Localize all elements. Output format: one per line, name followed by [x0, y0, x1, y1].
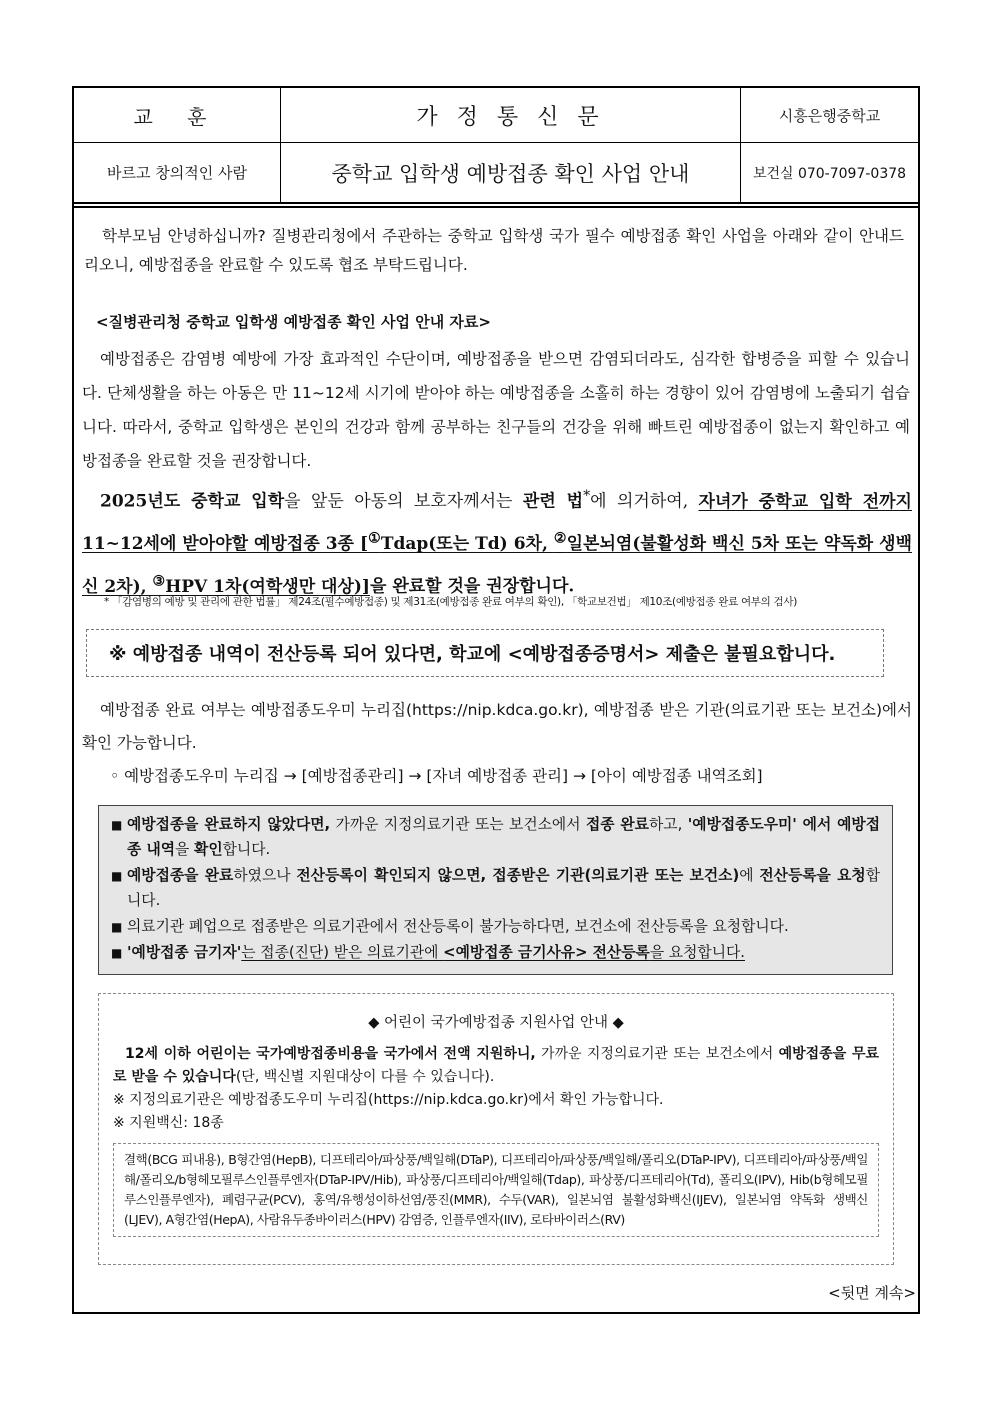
- support-paragraph: 12세 이하 어린이는 국가예방접종비용을 국가에서 전액 지원하니, 가까운 지정의료기관 또는 보건소에서 예방접종을 무료로 받을 수 있습니다(단, 백신별 지원대상이 다를 수 있습니다).: [113, 1046, 879, 1085]
- guide-item-closed-clinic: ■ 의료기관 폐업으로 접종받은 의료기관에서 전산등록이 불가능하다면, 보건소에 전산등록을 요청합니다.: [111, 915, 880, 940]
- support-title: ◆ 어린이 국가예방접종 지원사업 안내 ◆: [368, 1015, 624, 1031]
- frame-divider: [72, 206, 920, 208]
- lead-text-1: 을 앞둔 아동의 보호자께서는: [284, 491, 523, 512]
- notice-subject: 중학교 입학생 예방접종 확인 사업 안내: [331, 161, 690, 186]
- support-note-clinic: ※ 지정의료기관은 예방접종도우미 누리집(https://nip.kdca.go.kr)에서 확인 가능합니다.: [113, 1092, 664, 1108]
- motto-label: 교 훈: [133, 104, 221, 129]
- lead-paragraph: [82, 478, 912, 606]
- lead-closing: 을 완료할 것을 권장합니다.: [369, 576, 575, 597]
- lead-text-2: 에 의거하여,: [590, 491, 699, 512]
- section-title: <질병관리청 중학교 입학생 예방접종 확인 사업 안내 자료>: [96, 313, 491, 331]
- vaccine-list: 결핵(BCG 피내용), B형간염(HepB), 디프테리아/파상풍/백일해(DTaP), 디프테리아/파상풍/백일해/폴리오(DTaP-IPV), 디프테리아/파상풍/백일해/폴리오/b형헤모필루스인플루엔자(DTaP-IPV/Hib), 파상풍/디프테리아/백일해(Tdap), 파상풍/디프테리아(Td), 폴리오(IPV), Hib(b형헤모필루스인플루엔자), 폐렴구균(PCV), 홍역/유행성이하선염/풍진(MMR), 수두(VAR), 일본뇌염 불활성화백신(IJEV), 일본뇌염 약독화 생백신(LJEV), A형간염(HepA), 사람유두종바이러스(HPV) 감염증, 인플루엔자(IIV), 로타바이러스(RV): [113, 1143, 879, 1237]
- guide-item-incomplete: ■ 예방접종을 완료하지 않았다면, 가까운 지정의료기관 또는 보건소에서 접종 완료하고, '예방접종도우미' 에서 예방접종 내역을 확인합니다.: [111, 813, 880, 862]
- lead-required-vaccines: 자녀가 중학교 입학 전까지 11~12세에 받아야할 예방접종 3종 [①Tdap(또는 Td) 6차, ②일본뇌염(불활성화 백신 5차 또는 약독화 생백신 2차), ③HPV 1차(여학생만 대상)]: [82, 491, 912, 597]
- support-note-count: ※ 지원백신: 18종: [113, 1115, 224, 1131]
- lead-year: 2025년도 중학교 입학: [100, 491, 285, 512]
- guide-item-unregistered: ■ 예방접종을 완료하였으나 전산등록이 확인되지 않으면, 접종받은 기관(의료기관 또는 보건소)에 전산등록을 요청합니다.: [111, 864, 880, 913]
- certificate-notice: ※ 예방접종 내역이 전산등록 되어 있다면, 학교에 <예방접종증명서> 제출은 불필요합니다.: [86, 629, 884, 677]
- support-program-box: [98, 993, 894, 1265]
- intro-paragraph: 학부모님 안녕하십니까? 질병관리청에서 주관하는 중학교 입학생 국가 필수 예방접종 확인 사업을 아래와 같이 안내드리오니, 예방접종을 완료할 수 있도록 협조 부탁드립니다.: [84, 227, 904, 274]
- contact-number: 보건실 070-7097-0378: [752, 165, 907, 182]
- check-path: ◦ 예방접종도우미 누리집 → [예방접종관리] → [자녀 예방접종 관리] → [아이 예방접종 내역조회]: [110, 767, 763, 785]
- check-paragraph: 예방접종 완료 여부는 예방접종도우미 누리집(https://nip.kdca.go.kr), 예방접종 받은 기관(의료기관 또는 보건소)에서 확인 가능합니다.: [82, 701, 912, 752]
- school-name: 시흥은행중학교: [778, 106, 881, 125]
- lead-law-mark: *: [583, 488, 591, 504]
- document-title: 가 정 통 신 문: [416, 104, 605, 130]
- guide-item-contraindication: ■ '예방접종 금기자'는 접종(진단) 받은 의료기관에 <예방접종 금기사유> 전산등록을 요청합니다.: [111, 941, 880, 966]
- header-table: [72, 86, 920, 204]
- body-paragraph: 예방접종은 감염병 예방에 가장 효과적인 수단이며, 예방접종을 받으면 감염되더라도, 심각한 합병증을 피할 수 있습니다. 단체생활을 하는 아동은 만 11~12세 시기에 받아야 하는 예방접종을 소홀히 하는 경향이 있어 감염병에 노출되기 쉽습니다. 따라서, 중학교 입학생은 본인의 건강과 함께 공부하는 친구들의 건강을 위해 빠트린 예방접종이 없는지 확인하고 예방접종을 완료할 것을 권장합니다.: [82, 350, 910, 470]
- continue-note: <뒷면 계속>: [828, 1284, 916, 1302]
- action-guide-box: [98, 805, 893, 975]
- school-motto: 바르고 창의적인 사람: [107, 164, 247, 182]
- lead-law: 관련 법: [522, 491, 584, 512]
- law-footnote: * 「감염병의 예방 및 관리에 관한 법률」 제24조(필수예방접종) 및 제31조(예방접종 완료 여부의 확인), 「학교보건법」 제10조(예방접종 완료 여부의 검사): [104, 596, 798, 608]
